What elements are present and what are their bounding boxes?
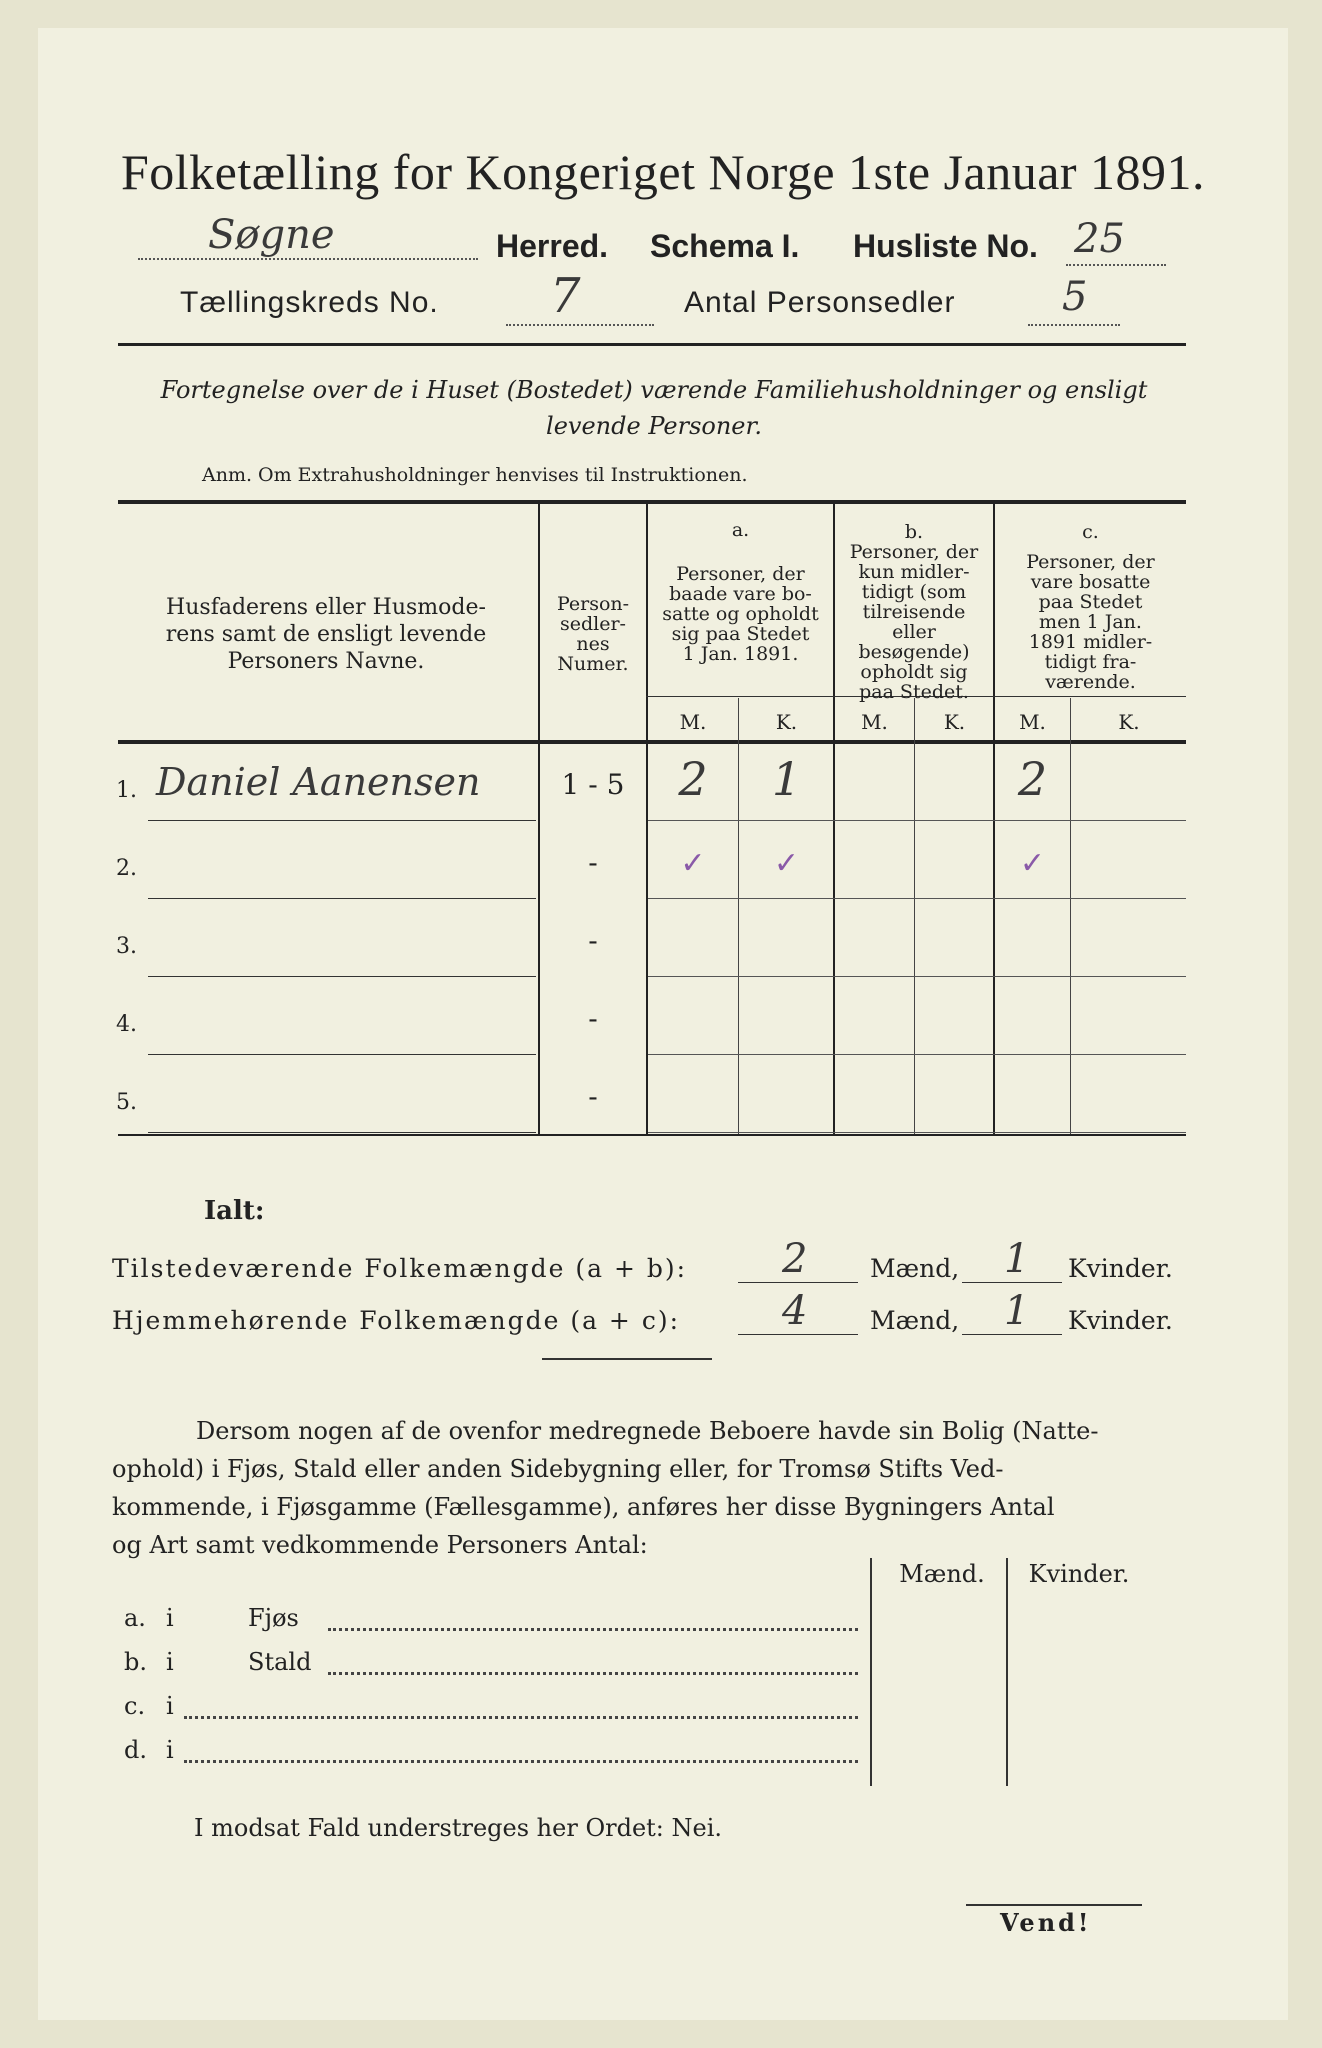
col-divider-b-mk <box>914 698 915 1134</box>
outbuildings-paragraph-line: ophold) i Fjøs, Stald eller anden Sidebygning eller, for Tromsø Stifts Ved- <box>112 1455 1004 1483</box>
col-b-header-line: opholdt sig <box>860 661 968 683</box>
totals-line-2-label: Hjemmehørende Folkemængde (a + c): <box>112 1306 680 1335</box>
col-c-header <box>995 522 1186 692</box>
totals-line-2-kvinder-word: Kvinder. <box>1068 1306 1173 1335</box>
totals-line-1-maend-word: Mænd, <box>870 1254 960 1283</box>
row-number: 3. <box>116 934 137 959</box>
col-name-header-line: Personers Navne. <box>227 649 425 674</box>
col-b-letter: b. <box>904 521 924 543</box>
col-num-header-line: nes <box>576 633 610 655</box>
col-b-header-line: tilreisende <box>862 601 966 623</box>
schema-label: Schema I. <box>650 228 800 264</box>
outbuilding-letter: c. <box>124 1692 146 1720</box>
totals-line-1-kvinder-value: 1 <box>1004 1236 1030 1282</box>
footnote: I modsat Fald understreges her Ordet: Nei. <box>194 1814 723 1842</box>
kreds-value: 7 <box>550 268 581 324</box>
intro-line-1: Fortegnelse over de i Huset (Bostedet) værende Familiehusholdninger og ensligt <box>160 376 1148 404</box>
intro-line-2: levende Personer. <box>546 412 762 440</box>
row-cells-rule <box>648 1132 1186 1133</box>
col-a-m-label: M. <box>679 710 707 734</box>
row-name-rule <box>148 976 536 977</box>
outbuildings-paragraph-line: Dersom nogen af de ovenfor medregnede Beboere havde sin Bolig (Natte- <box>196 1417 1099 1445</box>
col-b-k-label: K. <box>943 710 966 734</box>
col-a-header <box>648 520 833 664</box>
row-number: 5. <box>116 1090 137 1115</box>
outbuildings-paragraph <box>112 1412 1188 1564</box>
vend-label: Vend! <box>1000 1908 1092 1937</box>
col-c-header-line: vare bosatte <box>1030 571 1151 593</box>
row-number: 1. <box>116 778 137 803</box>
col-c-header-line: men 1 Jan. <box>1039 611 1142 633</box>
col-c-header-line: 1891 midler- <box>1028 631 1153 653</box>
census-form-page <box>38 28 1288 2020</box>
col-b-header-line: paa Stedet. <box>859 681 969 703</box>
table-bottom-rule <box>118 1134 1186 1136</box>
row-cell-a-k: 1 <box>771 752 802 806</box>
col-num-header-line: sedler- <box>560 613 626 635</box>
col-num-header-line: Numer. <box>557 653 629 675</box>
row-cell-a-k: ✓ <box>773 846 800 881</box>
antal-value: 5 <box>1062 274 1088 320</box>
col-b-header-line: Personer, der <box>849 541 979 563</box>
outbuildings-divider-1 <box>870 1558 872 1786</box>
col-divider-c-mk <box>1070 698 1071 1134</box>
col-a-header-line: sig paa Stedet <box>671 623 810 645</box>
row-cells-rule <box>648 1054 1186 1055</box>
herred-field <box>138 212 478 260</box>
form-title: Folketælling for Kongeriget Norge 1ste Januar 1891. <box>120 144 1206 200</box>
col-c-k-label: K. <box>1118 710 1140 734</box>
kreds-field <box>506 268 654 326</box>
row-cell-c-m: 2 <box>1017 752 1048 806</box>
row-sedler: 1 - 5 <box>561 768 625 801</box>
col-c-header-line: tidigt fra- <box>1044 651 1137 673</box>
totals-line-1-label: Tilstedeværende Folkemængde (a + b): <box>112 1254 688 1283</box>
section-divider <box>542 1358 712 1360</box>
vend-rule <box>966 1904 1142 1906</box>
row-name-rule <box>148 1054 536 1055</box>
outbuilding-prep: i <box>166 1648 174 1676</box>
outbuilding-label: Stald <box>248 1648 312 1676</box>
col-b-header-line: tidigt (som <box>861 581 967 603</box>
outbuilding-prep: i <box>166 1736 174 1764</box>
totals-line-1-kvinder-word: Kvinder. <box>1068 1254 1173 1283</box>
totals-line-2-kvinder-value: 1 <box>1004 1288 1030 1334</box>
totals-line-2-maend-value: 4 <box>782 1288 808 1334</box>
outbuildings-paragraph-line: og Art samt vedkommende Personers Antal: <box>112 1531 648 1559</box>
row-name-rule <box>148 1132 536 1133</box>
row-cell-c-m: ✓ <box>1019 846 1046 881</box>
row-cells-rule <box>648 898 1186 899</box>
outbuildings-divider-2 <box>1006 1558 1008 1786</box>
totals-line-1-maend-rule <box>738 1282 858 1283</box>
herred-value: Søgne <box>208 212 335 258</box>
col-b-header-line: eller <box>892 621 936 643</box>
col-a-k-label: K. <box>775 710 798 734</box>
col-name-header <box>126 594 526 675</box>
outbuilding-dotted-line <box>184 1716 858 1719</box>
col-a-letter: a. <box>731 519 750 541</box>
row-name-rule <box>148 820 536 821</box>
husliste-field <box>1066 216 1166 266</box>
row-cell-a-m: 2 <box>678 752 708 806</box>
col-c-letter: c. <box>1082 521 1099 543</box>
outbuilding-dotted-line <box>328 1672 858 1675</box>
husliste-value: 25 <box>1074 216 1125 262</box>
row-sedler: - <box>588 846 598 879</box>
outbuilding-dotted-line <box>328 1628 858 1631</box>
herred-label: Herred. <box>496 228 609 264</box>
row-cells-rule <box>648 976 1186 977</box>
table-header-rule <box>118 740 1186 744</box>
row-cell-a-m: ✓ <box>680 846 706 881</box>
row-name: Daniel Aanensen <box>156 760 481 804</box>
outbuilding-prep: i <box>166 1604 174 1632</box>
totals-line-1-maend-value: 2 <box>782 1236 808 1282</box>
ialt-label: Ialt: <box>204 1196 265 1226</box>
totals-line-2-maend-word: Mænd, <box>870 1306 960 1335</box>
outbuilding-letter: d. <box>124 1736 147 1764</box>
outbuilding-letter: b. <box>124 1648 147 1676</box>
husliste-label: Husliste No. <box>853 228 1038 264</box>
row-sedler: - <box>588 1080 598 1113</box>
row-name-rule <box>148 898 536 899</box>
outbuilding-label: Fjøs <box>248 1604 299 1632</box>
outbuilding-dotted-line <box>184 1760 858 1763</box>
header-rule <box>118 343 1186 346</box>
col-b-m-label: M. <box>861 710 888 734</box>
kreds-label: Tællingskreds No. <box>180 286 439 319</box>
totals-line-2-maend-rule <box>738 1334 858 1335</box>
col-c-header-line: paa Stedet <box>1038 591 1143 613</box>
col-a-header-line: baade vare bo- <box>669 583 812 605</box>
outbuildings-paragraph-line: kommende, i Fjøsgamme (Fællesgamme), anføres her disse Bygningers Antal <box>112 1493 1055 1521</box>
row-number: 4. <box>116 1012 137 1037</box>
col-c-header-line: Personer, der <box>1026 551 1155 573</box>
col-a-header-line: satte og opholdt <box>662 603 819 625</box>
col-divider-a-mk <box>738 698 739 1134</box>
col-c-header-line: værende. <box>1045 671 1136 693</box>
row-sedler: - <box>588 924 598 957</box>
row-sedler: - <box>588 1002 598 1035</box>
col-num-header-line: Person- <box>556 593 630 615</box>
totals-line-1-kvinder-rule <box>962 1282 1062 1283</box>
col-a-header-line: Personer, der <box>676 563 805 585</box>
outbuildings-col-maend: Mænd. <box>899 1560 985 1588</box>
outbuilding-prep: i <box>166 1692 174 1720</box>
row-cells-rule <box>648 820 1186 821</box>
col-name-header-line: rens samt de ensligt levende <box>165 622 487 647</box>
outbuildings-col-kvinder: Kvinder. <box>1028 1560 1130 1588</box>
totals-line-2-kvinder-rule <box>962 1334 1062 1335</box>
col-c-m-label: M. <box>1019 710 1046 734</box>
antal-field <box>1028 274 1120 326</box>
col-num-header <box>540 594 646 674</box>
anm-note: Anm. Om Extrahusholdninger henvises til Instruktionen. <box>202 464 748 486</box>
table-top-rule <box>118 500 1186 504</box>
col-name-header-line: Husfaderens eller Husmode- <box>166 595 486 620</box>
col-b-header-line: besøgende) <box>858 641 970 663</box>
col-a-header-line: 1 Jan. 1891. <box>682 643 799 665</box>
antal-label: Antal Personsedler <box>684 286 956 319</box>
outbuilding-letter: a. <box>124 1604 146 1632</box>
row-number: 2. <box>116 856 137 881</box>
col-b-header-line: kun midler- <box>858 561 970 583</box>
col-b-header <box>835 522 993 702</box>
